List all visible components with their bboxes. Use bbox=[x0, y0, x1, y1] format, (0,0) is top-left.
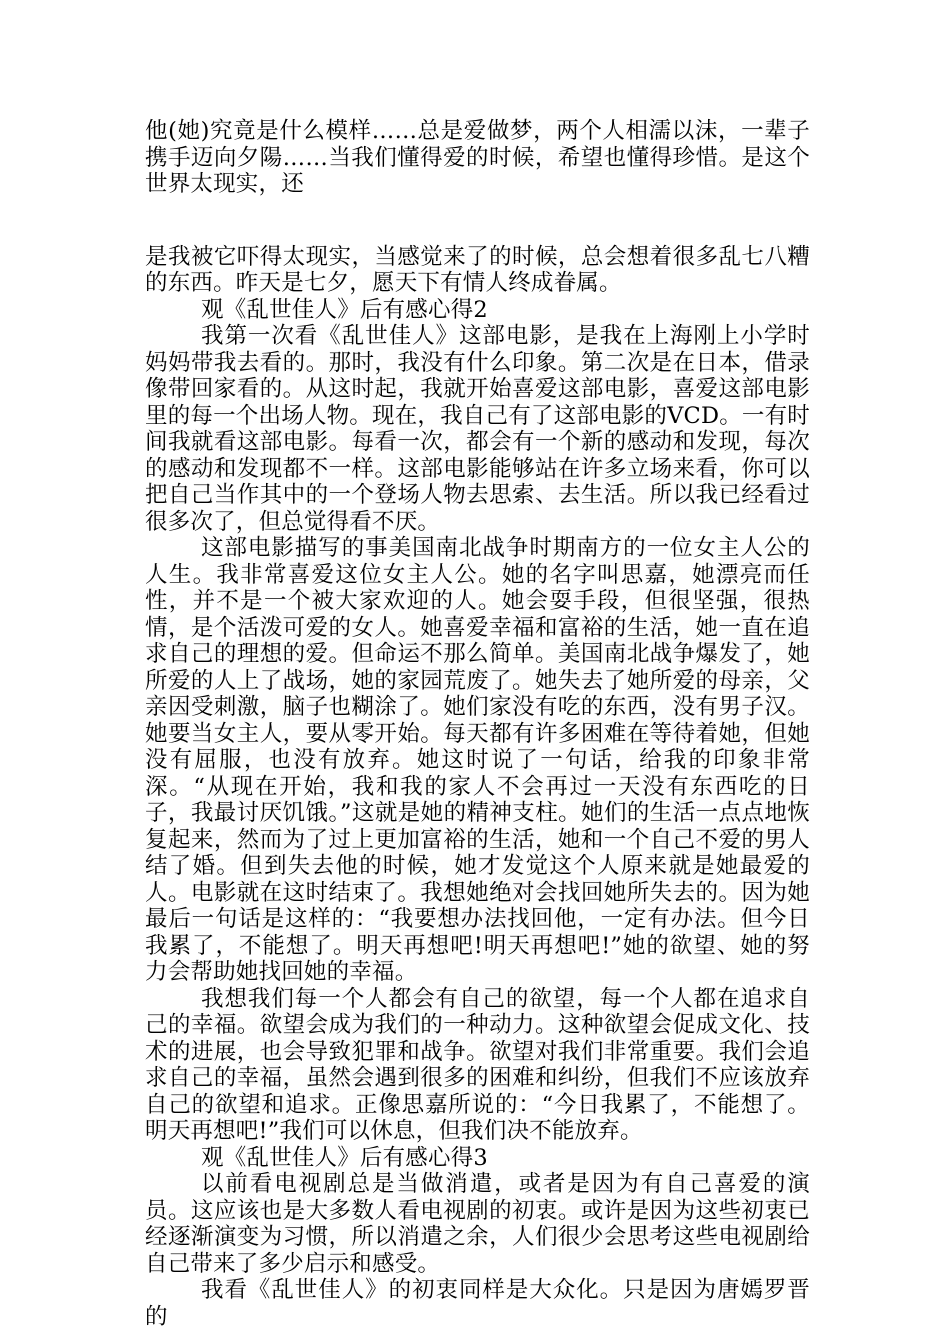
paragraph-5: 我想我们每一个人都会有自己的欲望，每一个人都在追求自己的幸福。欲望会成为我们的一种动力。这种欲望会促成文化、技术的进展，也会导致犯罪和战争。欲望对我们非常重要。我们会追求自己的幸福，虽然会遇到很多的困难和纠纷，但我们不应该放弃自己的欲望和追求。正像思嘉所说的：“今日我累了，不能想了。明天再想吧!”我们可以休息，但我们决不能放弃。 bbox=[145, 985, 810, 1144]
paragraph-7: 我看《乱世佳人》的初衷同样是大众化。只是因为唐嫣罗晋的 bbox=[145, 1277, 810, 1330]
paragraph-3: 我第一次看《乱世佳人》这部电影，是我在上海刚上小学时妈妈带我去看的。那时，我没有什么印象。第二次是在日本，借录像带回家看的。从这时起，我就开始喜爱这部电影，喜爱这部电影里的每一个出场人物。现在，我自己有了这部电影的VCD。一有时间我就看这部电影。每看一次，都会有一个新的感动和发现，每次的感动和发现都不一样。这部电影能够站在许多立场来看，你可以把自己当作其中的一个登场人物去思索、去生活。所以我已经看过很多次了，但总觉得看不厌。 bbox=[145, 323, 811, 535]
paragraph-4: 这部电影描写的事美国南北战争时期南方的一位女主人公的人生。我非常喜爱这位女主人公。她的名字叫思嘉，她漂亮而任性，并不是一个被大家欢迎的人。她会耍手段，但很坚强，很热情，是个活泼可爱的女人。她喜爱幸福和富裕的生活，她一直在追求自己的理想的爱。但命运不那么简单。美国南北战争爆发了，她所爱的人上了战场，她的家园荒废了。她失去了她所爱的母亲，父亲因受刺激，脑子也糊涂了。她们家没有吃的东西，没有男子汉。她要当女主人，要从零开始。每天都有许多困难在等待着她，但她没有屈服，也没有放弃。她这时说了一句话，给我的印象非常深。“从现在开始，我和我的家人不会再过一天没有东西吃的日子，我最讨厌饥饿。”这就是她的精神支柱。她们的生活一点点地恢复起来，然而为了过上更加富裕的生活，她和一个自己不爱的男人结了婚。但到失去他的时候，她才发觉这个人原来就是她最爱的人。电影就在这时结束了。我想她绝对会找回她所失去的。因为她最后一句话是这样的：“我要想办法找回他，一定有办法。但今日我累了，不能想了。明天再想吧!明天再想吧!”她的欲望、她的努力会帮助她找回她的幸福。 bbox=[145, 535, 810, 985]
paragraph-2: 是我被它吓得太现实，当感觉来了的时候，总会想着很多乱七八糟的东西。昨天是七夕，愿天下有情人终成眷属。 bbox=[145, 243, 810, 296]
section-heading-3: 观《乱世佳人》后有感心得3 bbox=[201, 1144, 488, 1171]
paragraph-1: 他(她)究竟是什么模样……总是爱做梦，两个人相濡以沫，一辈子携手迈向夕陽……当我们懂得爱的时候，希望也懂得珍惜。是这个世界太现实，还 bbox=[145, 118, 810, 197]
document-body bbox=[145, 118, 810, 1330]
paragraph-6: 以前看电视剧总是当做消遣，或者是因为有自己喜爱的演员。这应该也是大多数人看电视剧的初衷。或许是因为这些初衷已经逐渐演变为习惯，所以消遣之余，人们很少会思考这些电视剧给自己带来了多少启示和感受。 bbox=[145, 1171, 810, 1277]
paragraph-gap bbox=[145, 198, 810, 244]
section-heading-2: 观《乱世佳人》后有感心得2 bbox=[201, 296, 488, 323]
